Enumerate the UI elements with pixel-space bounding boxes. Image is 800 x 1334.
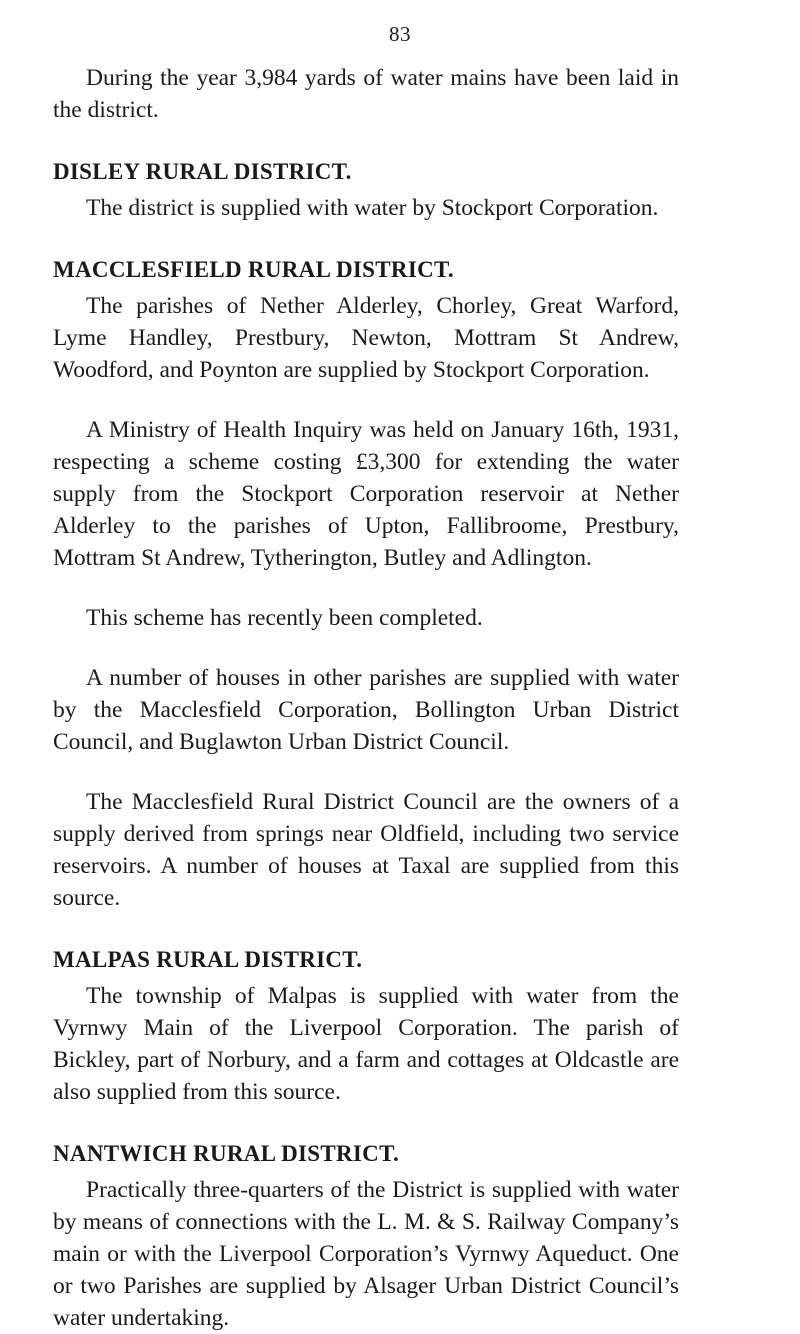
heading-malpas: MALPAS RURAL DISTRICT. xyxy=(53,947,363,972)
paragraph-ministry-inquiry: A Ministry of Health Inquiry was held on January 16th, 1931, respecting a scheme costing £3,300 for extending the water supply from the Stockport Corporation reservoir at Nether Alderley to the parishes of Upton, Fallibroome, Prestbury, Mottram St Andrew, Tytherington, Butley and Adlington. xyxy=(53,417,679,571)
paragraph-scheme-completed: This scheme has recently been completed. xyxy=(86,605,483,631)
heading-disley: DISLEY RURAL DISTRICT. xyxy=(53,159,352,184)
paragraph-macclesfield-parishes: The parishes of Nether Alderley, Chorley, Great Warford, Lyme Handley, Prestbury, Newton, Mottram St Andrew, Woodford, and Poynton are supplied by Stockport Corporation. xyxy=(53,293,679,383)
paragraph-nantwich-supply: Practically three-quarters of the District is supplied with water by means of connections with the L. M. & S. Railway Company’s main or with the Liverpool Corporation’s Vyrnwy Aqueduct. One or two Parishes are supplied by Alsager Urban District Council’s water undertaking. xyxy=(53,1177,679,1331)
paragraph-water-mains: During the year 3,984 yards of water mains have been laid in the district. xyxy=(53,65,679,123)
heading-macclesfield: MACCLESFIELD RURAL DISTRICT. xyxy=(53,257,454,282)
page-number: 83 xyxy=(389,22,411,46)
document-body xyxy=(53,62,679,1334)
paragraph-disley-supply: The district is supplied with water by Stockport Corporation. xyxy=(86,195,659,221)
paragraph-oldfield-springs: The Macclesfield Rural District Council are the owners of a supply derived from springs near Oldfield, including two service reservoirs. A number of houses at Taxal are supplied from this source. xyxy=(53,789,679,911)
paragraph-other-parishes: A number of houses in other parishes are supplied with water by the Macclesfield Corporation, Bollington Urban District Council, and Buglawton Urban District Council. xyxy=(53,665,679,755)
heading-nantwich: NANTWICH RURAL DISTRICT. xyxy=(53,1141,400,1166)
paragraph-malpas-supply: The township of Malpas is supplied with water from the Vyrnwy Main of the Liverpool Corporation. The parish of Bickley, part of Norbury, and a farm and cottages at Oldcastle are also supplied from this source. xyxy=(53,983,679,1105)
